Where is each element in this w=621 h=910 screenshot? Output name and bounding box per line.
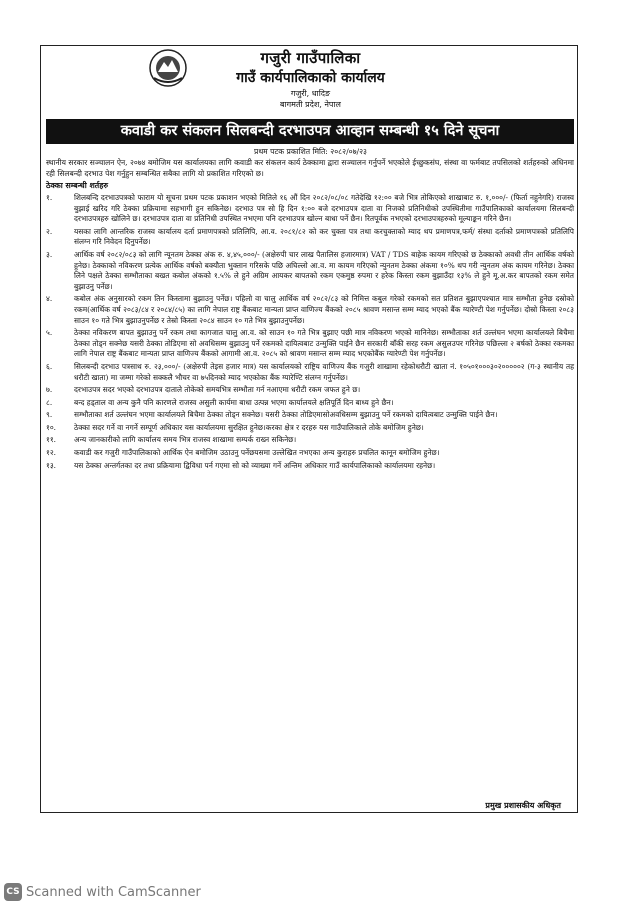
intro-paragraph: स्थानीय सरकार सञ्चालन ऐन, २०७४ बमोजिम यस कार्यालयका लागि कवाडी कर संकलन कार्य ठेक्कामा द्वारा सञ्चालन गर्नुपर्ने भएकोले ईच्छुकसंघ, संस्था वा फर्मबाट तपसिलको शर्तहरुको अधिनमा रही सिलबन्दी दरभाउ पेश गर्नुहुन सम्बन्धित सबैका लागि यो प्रकाशित गरिएको छ। bbox=[46, 158, 574, 178]
condition-number: ११. bbox=[46, 435, 57, 445]
publication-date: प्रथम पटक प्रकाशित मिति: २०८२/०७/२३ bbox=[254, 147, 367, 156]
condition-item bbox=[46, 250, 574, 292]
condition-number: १३. bbox=[46, 460, 57, 470]
condition-text: यस ठेक्का अन्तर्गतका दर तथा प्रक्रियामा द्विविधा पर्न गएमा सो को व्याख्या गर्ने अन्तिम अधिकार गाउँ कार्यपालिकाको कार्यालयमा रहनेछ। bbox=[74, 460, 436, 470]
camscanner-icon: CS bbox=[4, 883, 22, 901]
office-name: गाउँ कार्यपालिकाको कार्यालय bbox=[236, 70, 385, 86]
condition-number: ४. bbox=[46, 294, 53, 304]
condition-item bbox=[46, 385, 574, 396]
org-name: गजुरी गाउँपालिका bbox=[260, 49, 361, 67]
condition-number: २. bbox=[46, 226, 53, 236]
condition-item bbox=[46, 435, 574, 446]
condition-number: ८. bbox=[46, 397, 53, 407]
condition-number: ९. bbox=[46, 410, 53, 420]
condition-item bbox=[46, 193, 574, 225]
scanner-watermark bbox=[4, 883, 201, 901]
condition-number: १२. bbox=[46, 448, 57, 458]
condition-item bbox=[46, 461, 574, 472]
conditions-list bbox=[46, 193, 574, 473]
condition-text: सम्भौताका शर्त उल्लंघन भएमा कार्यालयले बिचैमा ठेक्का तोड्न सक्नेछ। यसरी ठेक्का तोडिएमासोअवधिसम्म बुझाउनु पर्ने रकमको दायित्वबाट उन्मुक्ति पाईने छैन। bbox=[74, 410, 498, 420]
condition-text: ठेक्का सदर गर्ने वा नगर्ने सम्पूर्ण अधिकार यस कार्यालयमा सुरक्षित हुनेछ।करका क्षेत्र र दरहरु यस गाउँपालिकाले तोके बमोजिम हुनेछ। bbox=[74, 422, 424, 432]
notice-title-banner: कवाडी कर संकलन सिलबन्दी दरभाउपत्र आव्हान सम्बन्धी १५ दिने सूचना bbox=[46, 119, 574, 144]
address-line-2: बागमती प्रदेश, नेपाल bbox=[280, 100, 341, 109]
condition-text: बन्द हड्ताल वा अन्य कुनै पनि कारणले राजस्व असुली कार्यमा बाधा उत्पन्न भएमा कार्यालयले क्षतिपूर्ति दिन बाध्य हुने छैन। bbox=[74, 397, 394, 407]
condition-text: ठेक्का नविकरण बापत बुझाउनु पर्ने रकम तथा कागजात चालु आ.व. को साउन १० गते भित्र बुझाए पछी मात्र नविकरण भएको मानिनेछ। सम्भौताका शर्त उल्लंघन भएमा कार्यालयले बिचैमा ठेक्का तोड्न सक्नेछ यसरी ठेक्का तोडिएमा सो अवधिसम्म बुझाउनु पर्ने रकमको दायित्वबाट उन्मुक्ति पाईने छैन सरकारी बाँकी सरह रकम असुलउपर गरिनेछ पछिल्ला २ बर्षको ठेक्का रकमका लागि नेपाल राष्ट्र बैंकबाट मान्यता प्राप्त वाणिज्य बैंकको आगामी आ.व. २०८५ को श्रावण मसान्त सम्म म्याद भएकोबैंक ग्यारेण्टी पेश गर्नुपर्नेछ। bbox=[74, 328, 574, 359]
condition-item bbox=[46, 410, 574, 421]
condition-item bbox=[46, 328, 574, 360]
condition-item bbox=[46, 423, 574, 434]
condition-item bbox=[46, 448, 574, 459]
condition-text: आर्थिक वर्ष २०८२/०८३ को लागि न्यूनतम ठेक्का अंक रु. ४,४५,०००/- (अक्षेरुपी चार लाख पैतालिस हजारमात्र) VAT / TDS बाहेक कायम गरिएको छ ठेक्काको अवधी तीन आर्थिक वर्षको हुनेछ। ठेक्काको नविकरण प्रत्येक आर्थिक वर्षको बक्यौता भुक्तान गरिसके पछि अघिल्लो आ.व. मा कायम गरिएको न्युनतम ठेक्का अंकमा १०% थप गरी न्युनतम अंक कायम गरिनेछ। ठेक्का लिने पक्षले ठेक्का सम्भौताका बखत कबोल अंकको १.५% ले हुने अग्रिम आयकर बापतको रकम एकमुष्ठ रुपमा र हरेक किस्ता रकम बुझाउँदा १३% ले हुने मू.अ.कर बापतको रकम समेत बुझाउनु पर्नेछ। bbox=[74, 249, 574, 291]
condition-text: सिलबन्दी दरभाउ पत्रसाथ रु. २३,०००/- (अक्षेरुपी तेइस हजार मात्र) यस कार्यालयको राष्ट्रिय वाणिज्य बैंक गजुरी शाखामा रहेकोधरौटी खाता नं. १०५०१०००३०२०००००२ (ग-३ स्थानीय तह धरौटी खाता) मा जम्मा गरेको सक्कलै भौचर वा ७५दिनको म्याद भएकोका बैंक ग्यारेण्टि संलग्न गर्नुपर्नेछ। bbox=[74, 361, 574, 382]
condition-number: ५. bbox=[46, 328, 53, 338]
condition-number: ६. bbox=[46, 361, 53, 371]
condition-text: शिलबन्दि दरभाउपत्रको फाराम यो सूचना प्रथम पटक प्रकाशन भएको मितिले १६ औं दिन २०८२/०८/०८ गतेदेखि १२:०० बजे भित्र तोकिएको शाखाबाट रु. १,०००/- (फिर्ता नहुनेगरि) राजस्व बुझाई खरिद गरि ठेक्का प्रक्रियामा सहभागी हुन सकिनेछ। दरभाउ पत्र सो हि दिन १:०० बजे दरभाउपत्र दाता वा निजको प्रतिनिधीको उपस्थितीमा गाउँपालिकाको कार्यालयमा सिलबन्दी दरभाउपत्रहरु खोलिने छ। दरभाउपत्र दाता वा प्रतिनिधी उपस्थित नभएमा पनि दरभाउपत्र खोल्न बाधा पर्ने छैन। रितपूर्वक नभएको दरभाउपत्रहरुको मूल्याङ्कन गरिने छैन। bbox=[74, 193, 574, 224]
scanner-text: Scanned with CamScanner bbox=[26, 884, 201, 900]
condition-item bbox=[46, 227, 574, 248]
condition-number: १. bbox=[46, 193, 53, 202]
condition-text: दरभाउपत्र सदर भएको दरभाउपत्र दाताले तोकेको समयभित्र सम्भौता गर्न नआएमा धरौटी रकम जफत हुने छ। bbox=[74, 385, 361, 395]
conditions-heading: ठेक्का सम्बन्धी शर्तहरु bbox=[46, 181, 108, 190]
condition-number: ७. bbox=[46, 385, 53, 395]
condition-text: यसका लागि आन्तरिक राजस्व कार्यालय दर्ता प्रमाणपत्रको प्रतिलिपि, आ.व. २०८१/८२ को कर चुक्ता पत्र तथा करचुक्ताको म्याद थप प्रमाणपत्र,फर्म/ संस्था दर्ताको प्रमाणपत्रको प्रतिलिपि संलग्न गरि निवेदन दिनुपर्नेछ। bbox=[74, 226, 574, 247]
condition-number: ३. bbox=[46, 249, 53, 259]
signature-title: प्रमुख प्रशासकीय अधिकृत bbox=[485, 800, 561, 810]
condition-text: कवाडी कर गजुरी गाउँपालिकाको आर्थिक ऐन बमोजिम उठाउनु पर्नेछयसमा उल्लेखित नभएका अन्य कुराहरु प्रचलित कानून बमोजिम हुनेछ। bbox=[74, 448, 440, 458]
condition-item bbox=[46, 398, 574, 409]
condition-item bbox=[46, 362, 574, 383]
address-line-1: गजुरी, धादिङ bbox=[290, 89, 331, 98]
condition-text: अन्य जानकारीको लागि कार्यालय समय भित्र राजस्व शाखामा सम्पर्क राख्न सकिनेछ। bbox=[74, 435, 297, 445]
condition-item bbox=[46, 294, 574, 326]
condition-text: कबोल अंक अनुसारको रकम तिन किस्तामा बुझाउनु पर्नेछ। पहिलो वा चालु आर्थिक वर्ष २०८२/८३ को निमित्त कबुल गरेको रकमको सत प्रतिशत बुझाएपश्चात मात्र सम्भौता हुनेछ दस्रोको रकम(आर्थिक वर्ष २०८३/८४ र २०८४/८५) का लागि नेपाल राष्ट्र बैंकबाट मान्यता प्राप्त वाणिज्य बैंकको २०८५ श्रावण मसान्त सम्म म्याद भएको बैंक ग्यारेण्टी पेश गर्नुपर्नेछ। दोस्रो किस्ता २०८३ साउन १० गते भित्र बुझाउनुपर्नेछ र तेस्रो किस्ता २०८४ साउन १० गते भित्र बुझाउनुपर्नेछ। bbox=[74, 294, 574, 325]
condition-number: १०. bbox=[46, 422, 57, 432]
